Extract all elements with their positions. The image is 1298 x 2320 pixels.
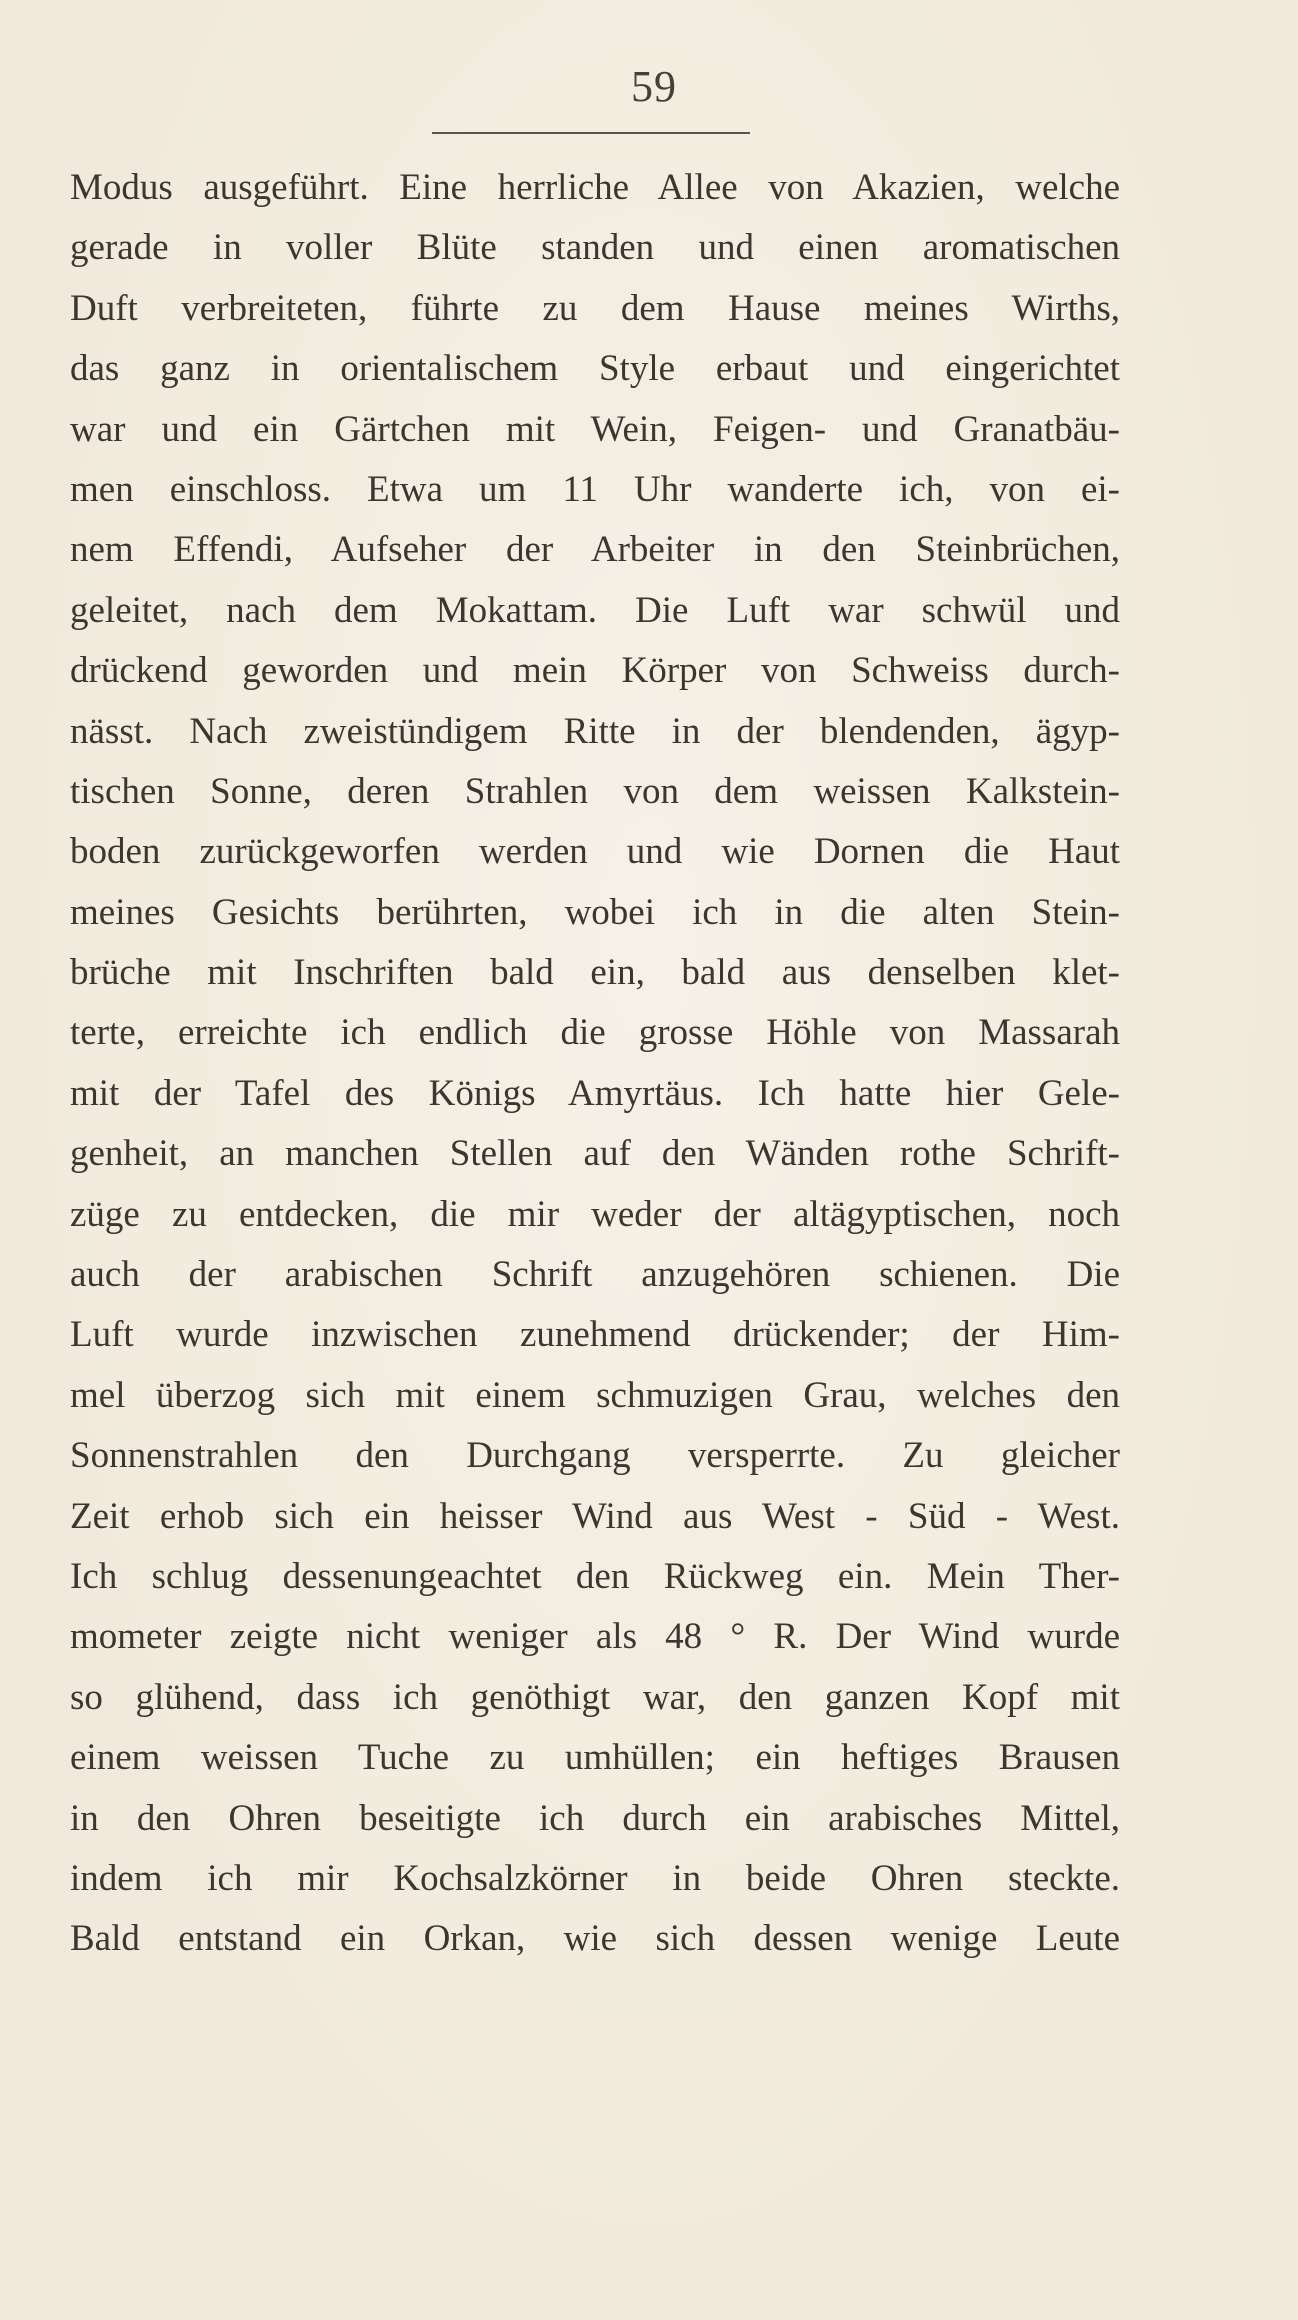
text-line: Sonnenstrahlen den Durchgang versperrte. Zu gleicher [70,1435,1120,1477]
text-line: indem ich mir Kochsalzkörner in beide Ohren steckte. [70,1857,1120,1899]
text-line: geleitet, nach dem Mokattam. Die Luft war schwül und [70,589,1120,631]
text-line: auch der arabischen Schrift anzugehören schienen. Die [70,1254,1120,1296]
page-number: 59 [631,62,677,111]
text-line: in den Ohren beseitigte ich durch ein arabisches Mittel, [70,1797,1120,1839]
header-rule [432,132,750,134]
text-line: mit der Tafel des Königs Amyrtäus. Ich hatte hier Gele- [70,1072,1120,1114]
text-line: genheit, an manchen Stellen auf den Wänden rothe Schrift- [70,1133,1120,1175]
text-line: nässt. Nach zweistündigem Ritte in der blendenden, ägyp- [70,710,1120,752]
text-line: mometer zeigte nicht weniger als 48 ° R. Der Wind wurde [70,1616,1120,1658]
text-line: war und ein Gärtchen mit Wein, Feigen- und Granatbäu- [70,408,1120,450]
body-text [70,158,1120,1970]
text-line: meines Gesichts berührten, wobei ich in die alten Stein- [70,891,1120,933]
text-line: boden zurückgeworfen werden und wie Dornen die Haut [70,831,1120,873]
text-line: gerade in voller Blüte standen und einen aromatischen [70,227,1120,269]
text-line: einem weissen Tuche zu umhüllen; ein heftiges Brausen [70,1737,1120,1779]
text-line: so glühend, dass ich genöthigt war, den ganzen Kopf mit [70,1676,1120,1718]
text-line: mel überzog sich mit einem schmuzigen Grau, welches den [70,1374,1120,1416]
text-line: brüche mit Inschriften bald ein, bald aus denselben klet- [70,952,1120,994]
text-line: Modus ausgeführt. Eine herrliche Allee von Akazien, welche [70,167,1120,208]
text-line: Bald entstand ein Orkan, wie sich dessen wenige Leute [70,1918,1120,1960]
text-line: das ganz in orientalischem Style erbaut und eingerichtet [70,348,1120,390]
text-line: Ich schlug dessenungeachtet den Rückweg ein. Mein Ther- [70,1555,1120,1597]
text-line: terte, erreichte ich endlich die grosse Höhle von Massarah [70,1012,1120,1054]
text-line: Zeit erhob sich ein heisser Wind aus West - Süd - West. [70,1495,1120,1537]
text-line: men einschloss. Etwa um 11 Uhr wanderte ich, von ei- [70,468,1120,510]
text-line: Duft verbreiteten, führte zu dem Hause meines Wirths, [70,287,1120,329]
text-line: Luft wurde inzwischen zunehmend drückender; der Him- [70,1314,1120,1356]
text-line: züge zu entdecken, die mir weder der altägyptischen, noch [70,1193,1120,1235]
text-line: tischen Sonne, deren Strahlen von dem weissen Kalkstein- [70,770,1120,812]
text-line: drückend geworden und mein Körper von Schweiss durch- [70,650,1120,692]
text-line: nem Effendi, Aufseher der Arbeiter in den Steinbrüchen, [70,529,1120,571]
